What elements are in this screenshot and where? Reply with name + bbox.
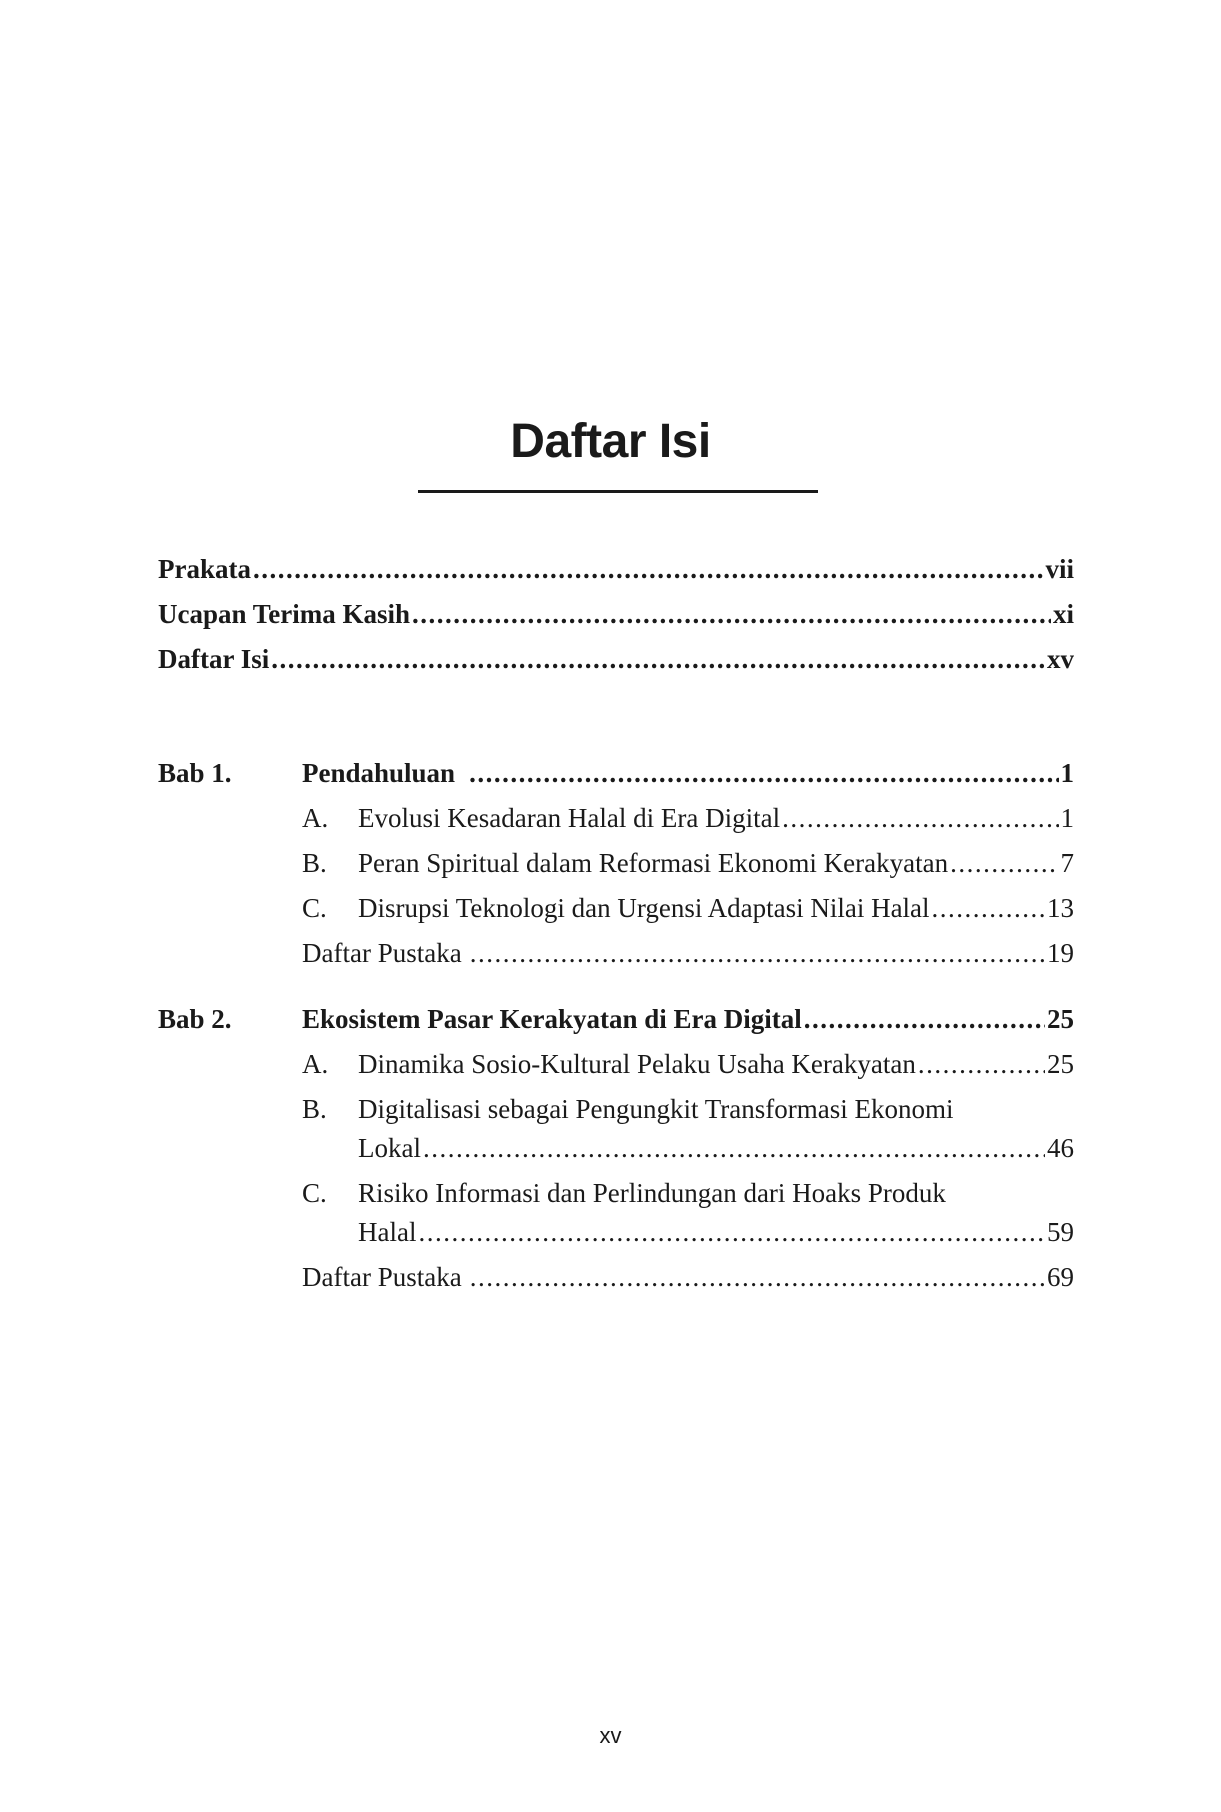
toc-section-2b[interactable] <box>358 1131 1074 1165</box>
section-title-line2: Lokal <box>358 1133 421 1163</box>
section-page: 7 <box>1060 848 1074 878</box>
toc-entry-ucapan[interactable] <box>158 597 1074 631</box>
toc-section-2a[interactable] <box>358 1047 1074 1081</box>
section-title: Peran Spiritual dalam Reformasi Ekonomi Kerakyatan <box>358 848 949 878</box>
section-page: 13 <box>1047 893 1074 923</box>
dot-leader <box>469 756 1058 790</box>
toc-references-1[interactable] <box>302 936 1074 970</box>
toc-entry-label: Daftar Isi <box>158 644 270 674</box>
section-title-line2: Halal <box>358 1217 417 1247</box>
dot-leader <box>412 597 1051 631</box>
references-page: 19 <box>1047 938 1074 968</box>
chapter-page: 25 <box>1047 1004 1074 1034</box>
section-letter: A. <box>302 1049 329 1079</box>
chapter-title: Pendahuluan <box>302 758 456 788</box>
dot-leader <box>470 1260 1045 1294</box>
section-page: 46 <box>1047 1133 1074 1163</box>
toc-entry-label: Prakata <box>158 554 251 584</box>
toc-entry-page: vii <box>1045 554 1074 584</box>
toc-references-2[interactable] <box>302 1260 1074 1294</box>
chapter-title: Ekosistem Pasar Kerakyatan di Era Digital <box>302 1004 802 1034</box>
page-number: xv <box>599 1723 622 1748</box>
section-title: Dinamika Sosio-Kultural Pelaku Usaha Kerakyatan <box>358 1049 916 1079</box>
dot-leader <box>418 1215 1045 1249</box>
toc-entry-page: xi <box>1052 599 1074 629</box>
section-title-line1[interactable]: Risiko Informasi dan Perlindungan dari Hoaks Produk <box>358 1178 946 1208</box>
dot-leader <box>470 936 1045 970</box>
dot-leader <box>950 846 1058 880</box>
dot-leader <box>253 552 1044 586</box>
dot-leader <box>932 891 1045 925</box>
section-title: Evolusi Kesadaran Halal di Era Digital <box>358 803 781 833</box>
page-title: Daftar Isi <box>510 415 711 468</box>
dot-leader <box>918 1047 1045 1081</box>
toc-entry-page: xv <box>1047 644 1074 674</box>
toc-section-1c[interactable] <box>358 891 1074 925</box>
title-underline <box>418 490 818 493</box>
chapter-number: Bab 1. <box>158 758 232 788</box>
dot-leader <box>782 801 1058 835</box>
dot-leader <box>423 1131 1045 1165</box>
section-letter: C. <box>302 1178 327 1208</box>
references-label: Daftar Pustaka <box>302 938 462 968</box>
section-page: 25 <box>1047 1049 1074 1079</box>
toc-section-1a[interactable] <box>358 801 1074 835</box>
section-letter: B. <box>302 1094 327 1124</box>
section-letter: A. <box>302 803 329 833</box>
chapter-number: Bab 2. <box>158 1004 232 1034</box>
toc-chapter-2[interactable] <box>302 1002 1074 1036</box>
chapter-page: 1 <box>1060 758 1074 788</box>
toc-chapter-1[interactable] <box>302 756 1074 790</box>
dot-leader <box>804 1002 1045 1036</box>
section-title: Disrupsi Teknologi dan Urgensi Adaptasi Nilai Halal <box>358 893 930 923</box>
toc-section-1b[interactable] <box>358 846 1074 880</box>
section-title-line1[interactable]: Digitalisasi sebagai Pengungkit Transformasi Ekonomi <box>358 1094 954 1124</box>
section-letter: B. <box>302 848 327 878</box>
toc-entry-daftar-isi[interactable] <box>158 642 1074 676</box>
section-page: 1 <box>1060 803 1074 833</box>
toc-entry-prakata[interactable] <box>158 552 1074 586</box>
toc-section-2c[interactable] <box>358 1215 1074 1249</box>
toc-entry-label: Ucapan Terima Kasih <box>158 599 411 629</box>
section-page: 59 <box>1047 1217 1074 1247</box>
references-page: 69 <box>1047 1262 1074 1292</box>
section-letter: C. <box>302 893 327 923</box>
references-label: Daftar Pustaka <box>302 1262 462 1292</box>
dot-leader <box>271 642 1045 676</box>
